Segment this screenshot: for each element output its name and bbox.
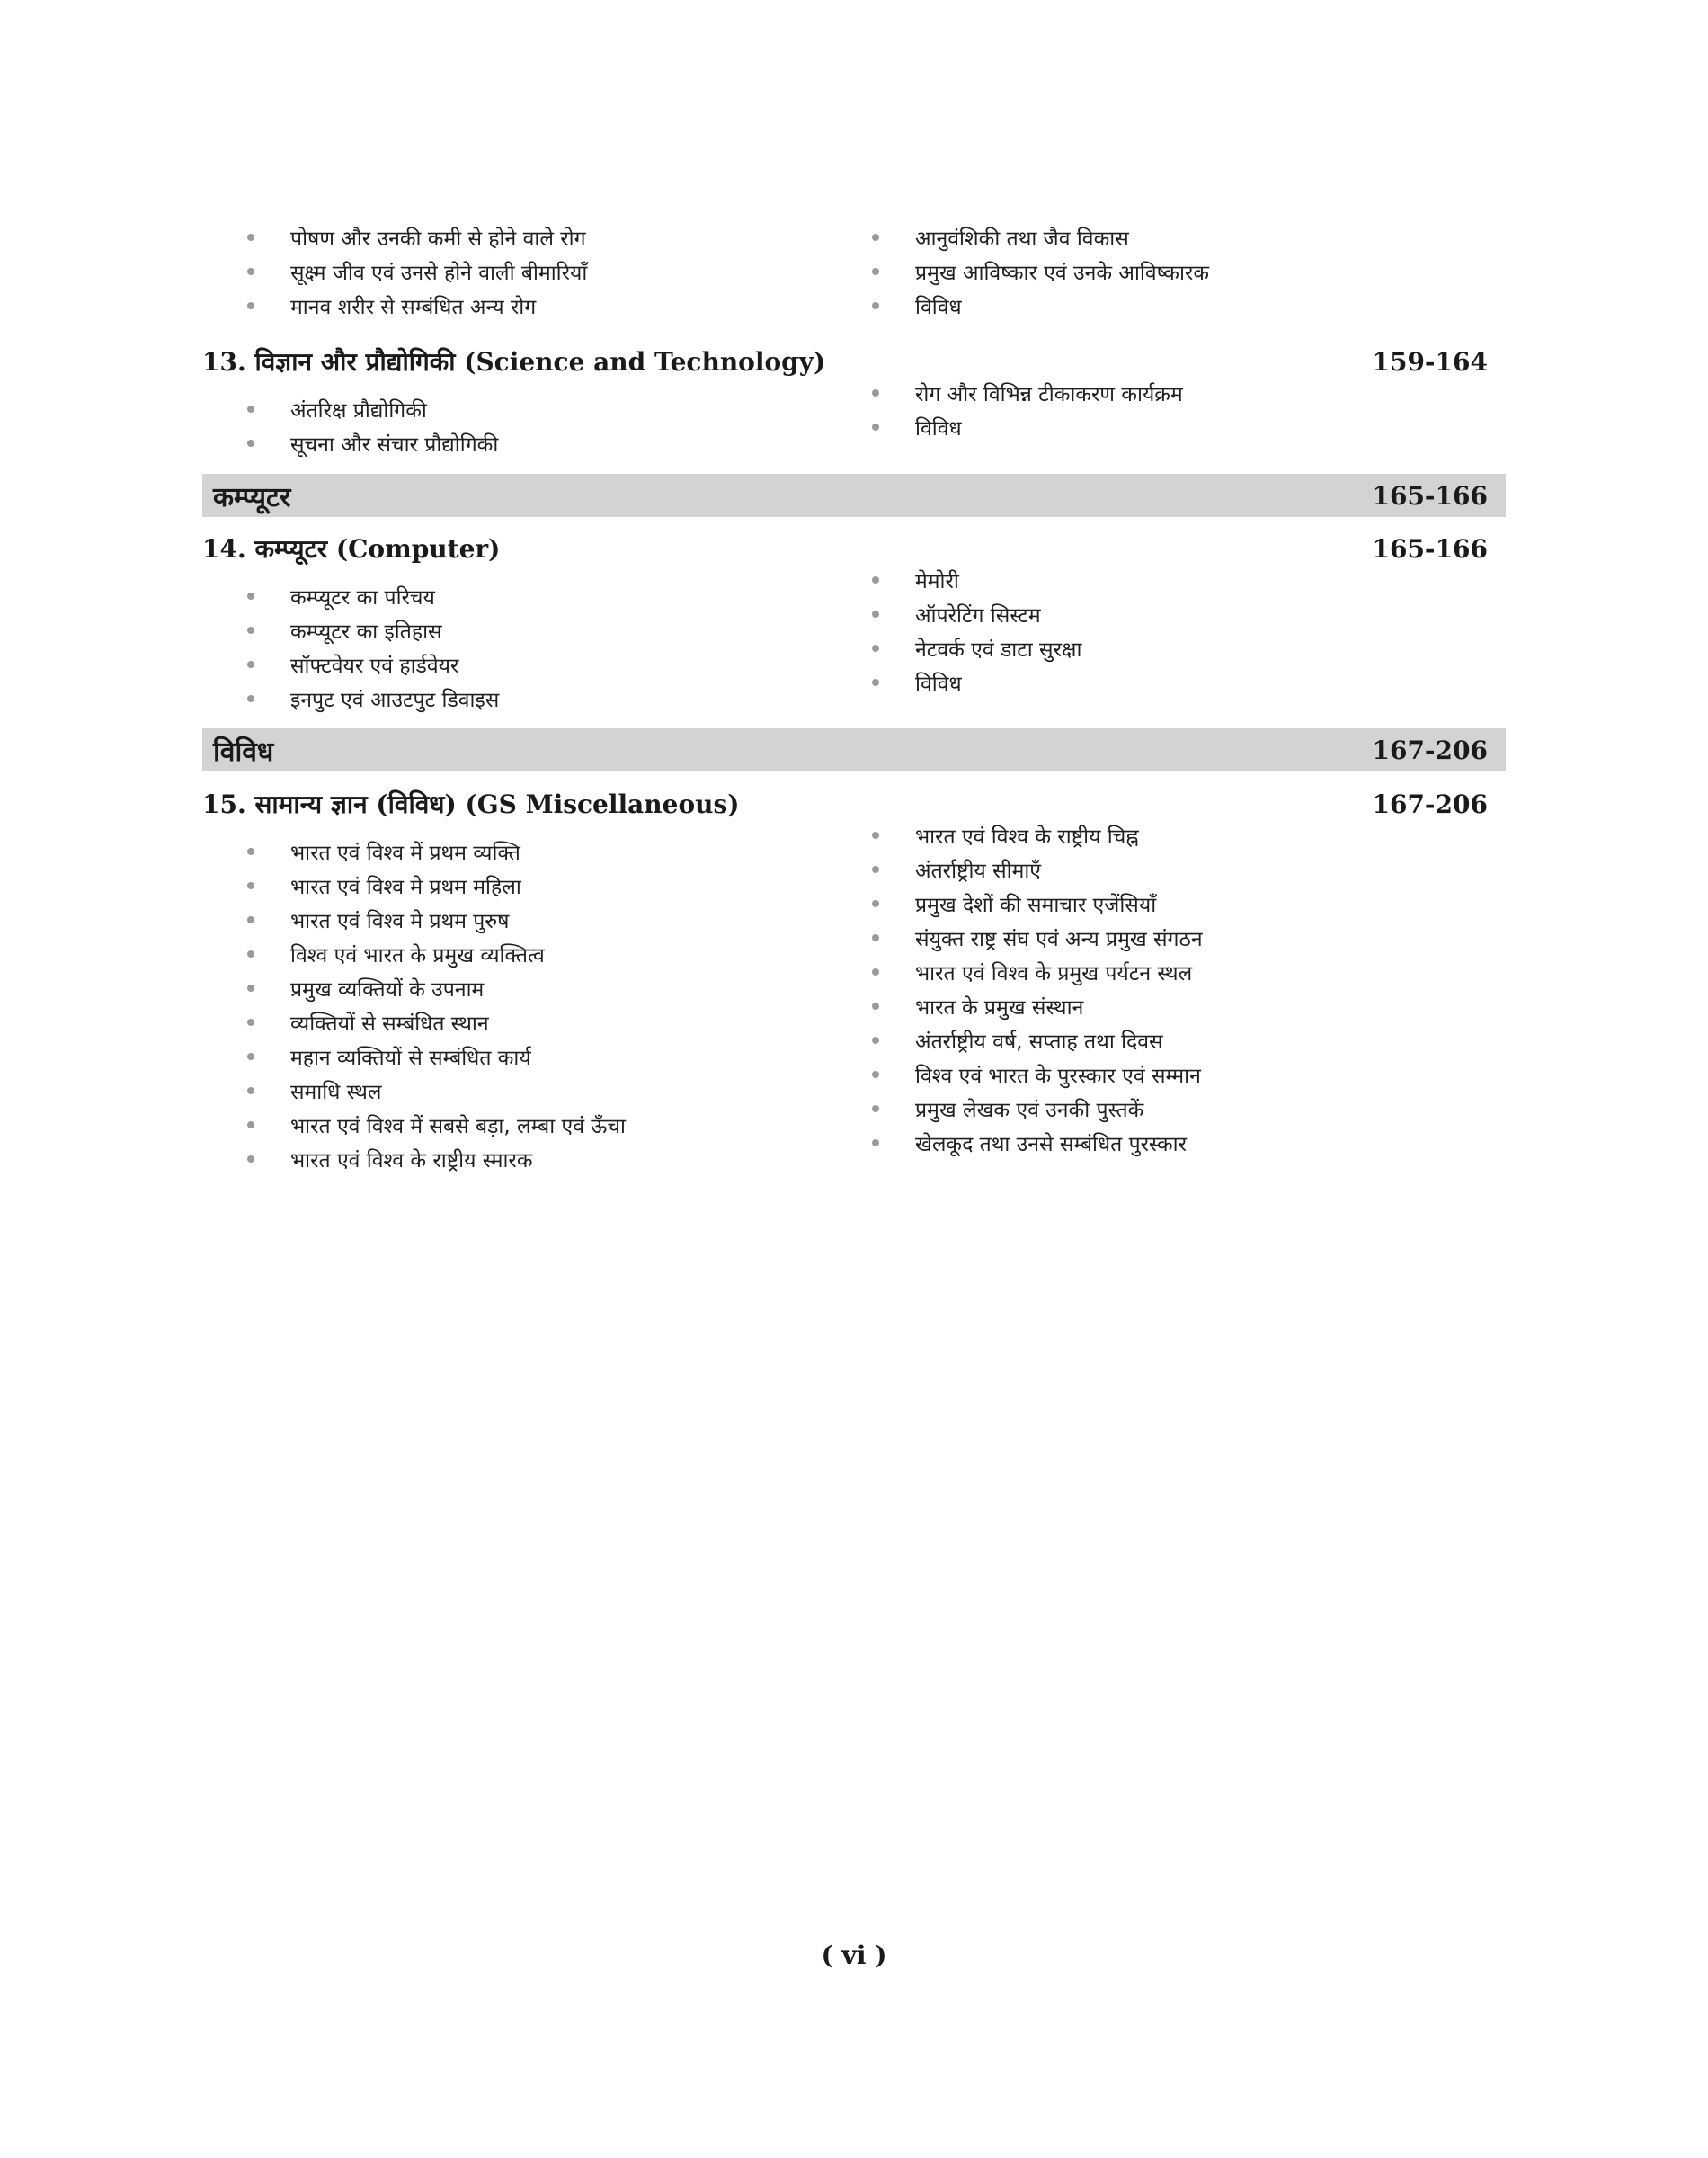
bullet-icon: [872, 389, 879, 397]
bullet-icon: [872, 424, 879, 431]
bullet-icon: [247, 268, 254, 275]
list-item: भारत एवं विश्व मे प्रथम पुरुष: [247, 903, 872, 937]
bullet-icon: [872, 1139, 879, 1146]
bullet-icon: [247, 627, 254, 634]
page-number: ( vi ): [821, 1940, 887, 1970]
list-item: विविध: [872, 665, 1506, 700]
chapter-title: 14. कम्प्यूटर (Computer): [202, 534, 501, 564]
bullet-icon: [872, 1071, 879, 1078]
topic-list-left: [247, 220, 872, 323]
bullet-icon: [872, 1003, 879, 1010]
bullet-icon: [247, 234, 254, 241]
bullet-icon: [247, 1019, 254, 1026]
list-item: ऑपरेटिंग सिस्टम: [872, 597, 1506, 631]
bullet-icon: [247, 593, 254, 600]
list-item: भारत एवं विश्व के राष्ट्रीय चिह्न: [872, 818, 1506, 852]
bullet-icon: [247, 950, 254, 958]
bullet-icon: [247, 848, 254, 855]
section-pages: 167-206: [1372, 735, 1488, 765]
chapter-pages: 159-164: [1372, 346, 1488, 377]
list-item: विविध: [872, 410, 1506, 444]
bullet-icon: [247, 1121, 254, 1128]
list-item: प्रमुख लेखक एवं उनकी पुस्तकें: [872, 1092, 1506, 1126]
bullet-icon: [872, 645, 879, 652]
list-item: इनपुट एवं आउटपुट डिवाइस: [247, 682, 872, 716]
list-item: अंतर्राष्ट्रीय सीमाएँ: [872, 852, 1506, 887]
list-item: व्यक्तियों से सम्बंधित स्थान: [247, 1005, 872, 1039]
section-title: कम्प्यूटर: [213, 481, 291, 513]
list-item: भारत के प्रमुख संस्थान: [872, 989, 1506, 1023]
section-title: विविध: [213, 736, 274, 768]
list-item: सूक्ष्म जीव एवं उनसे होने वाली बीमारियाँ: [247, 254, 872, 289]
bullet-icon: [247, 440, 254, 447]
bullet-icon: [247, 1053, 254, 1060]
chapter-pages: 165-166: [1372, 533, 1488, 564]
list-item: संयुक्त राष्ट्र संघ एवं अन्य प्रमुख संगठन: [872, 921, 1506, 955]
bullet-icon: [872, 1037, 879, 1044]
list-item: भारत एवं विश्व मे प्रथम महिला: [247, 869, 872, 903]
bullet-icon: [872, 268, 879, 275]
list-item: भारत एवं विश्व में सबसे बड़ा, लम्बा एवं ऊँचा: [247, 1108, 872, 1142]
list-item: अंतर्राष्ट्रीय वर्ष, सप्ताह तथा दिवस: [872, 1023, 1506, 1057]
bullet-icon: [872, 832, 879, 839]
list-item: विश्व एवं भारत के पुरस्कार एवं सम्मान: [872, 1057, 1506, 1092]
bullet-icon: [247, 1155, 254, 1163]
list-item: रोग और विभिन्न टीकाकरण कार्यक्रम: [872, 376, 1506, 410]
chapter-title: 13. विज्ञान और प्रौद्योगिकी (Science and Technology): [202, 347, 826, 377]
list-item: विश्व एवं भारत के प्रमुख व्यक्तित्व: [247, 937, 872, 971]
bullet-icon: [872, 234, 879, 241]
list-item: भारत एवं विश्व के प्रमुख पर्यटन स्थल: [872, 955, 1506, 989]
bullet-icon: [872, 934, 879, 941]
list-item: मानव शरीर से सम्बंधित अन्य रोग: [247, 289, 872, 323]
list-item: आनुवंशिकी तथा जैव विकास: [872, 220, 1506, 254]
list-item: प्रमुख देशों की समाचार एजेंसियाँ: [872, 887, 1506, 921]
list-item: खेलकूद तथा उनसे सम्बंधित पुरस्कार: [872, 1126, 1506, 1160]
chapter-15: [202, 784, 1506, 1176]
list-item: समाधि स्थल: [247, 1074, 872, 1108]
topic-list-left: [247, 579, 872, 716]
bullet-icon: [872, 900, 879, 907]
topic-list-left: [247, 834, 872, 1176]
bullet-icon: [247, 406, 254, 413]
toc-top-section: [202, 220, 1506, 323]
bullet-icon: [872, 611, 879, 618]
chapter-14: [202, 529, 1506, 716]
bullet-icon: [247, 695, 254, 702]
bullet-icon: [872, 1105, 879, 1112]
list-item: कम्प्यूटर का इतिहास: [247, 613, 872, 647]
bullet-icon: [872, 968, 879, 976]
bullet-icon: [247, 1087, 254, 1094]
topic-list-right: [872, 376, 1506, 444]
bullet-icon: [247, 916, 254, 923]
list-item: सूचना और संचार प्रौद्योगिकी: [247, 426, 872, 460]
list-item: महान व्यक्तियों से सम्बंधित कार्य: [247, 1039, 872, 1074]
list-item: सॉफ्टवेयर एवं हार्डवेयर: [247, 647, 872, 682]
list-item: पोषण और उनकी कमी से होने वाले रोग: [247, 220, 872, 254]
topic-list-right: [872, 220, 1506, 323]
list-item: नेटवर्क एवं डाटा सुरक्षा: [872, 631, 1506, 665]
chapter-13: [202, 342, 1506, 460]
topic-list-left: [247, 392, 872, 460]
list-item: भारत एवं विश्व में प्रथम व्यक्ति: [247, 834, 872, 869]
bullet-icon: [872, 302, 879, 309]
bullet-icon: [247, 985, 254, 992]
bullet-icon: [872, 576, 879, 584]
section-band-misc: [202, 728, 1506, 771]
chapter-title: 15. सामान्य ज्ञान (विविध) (GS Miscellaneous): [202, 789, 740, 819]
bullet-icon: [247, 882, 254, 889]
list-item: भारत एवं विश्व के राष्ट्रीय स्मारक: [247, 1142, 872, 1176]
list-item: अंतरिक्ष प्रौद्योगिकी: [247, 392, 872, 426]
bullet-icon: [247, 302, 254, 309]
topic-list-right: [872, 818, 1506, 1160]
chapter-pages: 167-206: [1372, 789, 1488, 819]
list-item: कम्प्यूटर का परिचय: [247, 579, 872, 613]
list-item: विविध: [872, 289, 1506, 323]
section-pages: 165-166: [1372, 480, 1488, 511]
list-item: प्रमुख आविष्कार एवं उनके आविष्कारक: [872, 254, 1506, 289]
section-band-computer: [202, 474, 1506, 517]
bullet-icon: [872, 679, 879, 686]
topic-list-right: [872, 563, 1506, 700]
bullet-icon: [872, 866, 879, 873]
bullet-icon: [247, 661, 254, 668]
list-item: मेमोरी: [872, 563, 1506, 597]
list-item: प्रमुख व्यक्तियों के उपनाम: [247, 971, 872, 1005]
